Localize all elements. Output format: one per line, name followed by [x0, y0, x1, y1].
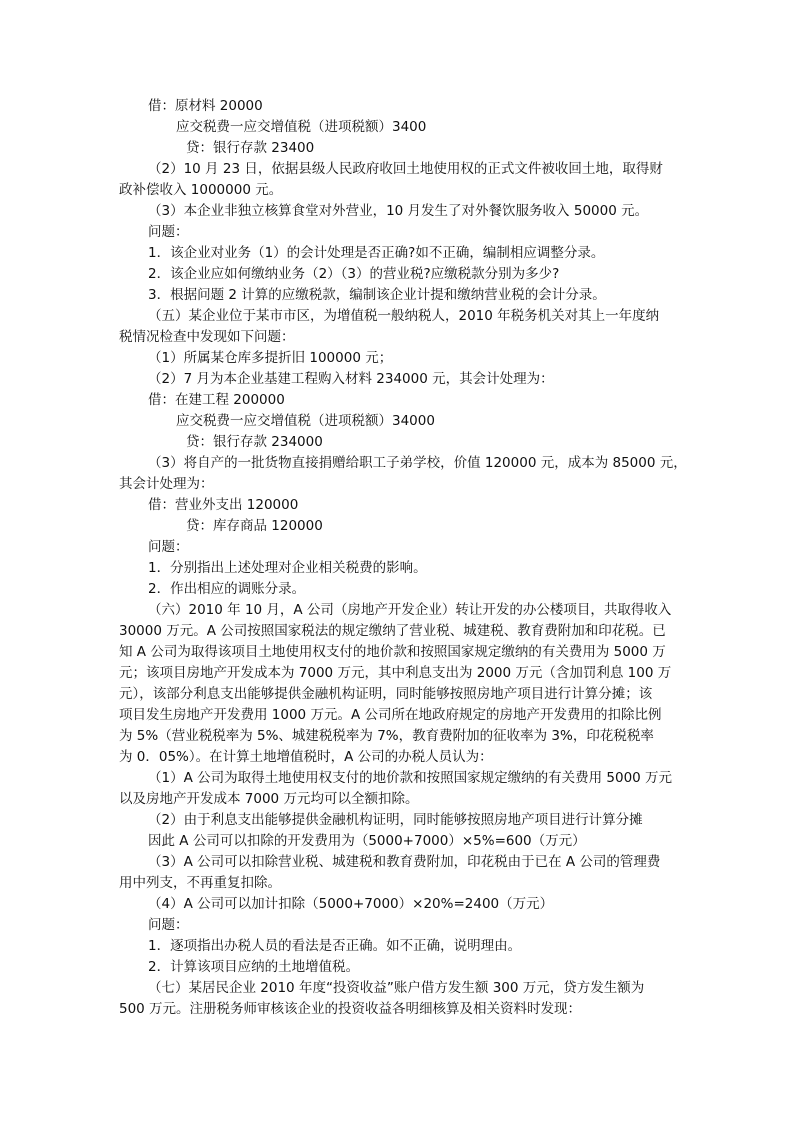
text-line: 用中列支，不再重复扣除。 — [119, 875, 281, 891]
text-line: 应交税费一应交增值税（进项税额）3400 — [176, 119, 427, 135]
text-line: 贷：银行存款 23400 — [186, 140, 315, 156]
text-line: 为 0．05%）。在计算土地增值税时，A 公司的办税人员认为： — [119, 749, 493, 765]
text-line: （2）7 月为本企业基建工程购入材料 234000 元，其会计处理为： — [148, 371, 554, 387]
text-line: 1．该企业对业务（1）的会计处理是否正确?如不正确，编制相应调整分录。 — [148, 245, 605, 261]
text-line: 应交税费一应交增值税（进项税额）34000 — [176, 413, 435, 429]
text-line: 借：原材料 20000 — [148, 98, 263, 114]
text-line: 为 5%（营业税税率为 5%、城建税税率为 7%，教育费附加的征收率为 3%，印花税税率 — [119, 728, 654, 744]
text-line: 2．该企业应如何缴纳业务（2）（3）的营业税?应缴税款分别为多少? — [148, 266, 560, 282]
text-line: 其会计处理为： — [119, 476, 214, 492]
text-line: （六）2010 年 10 月，A 公司（房地产开发企业）转让开发的办公楼项目，共取得收入 — [148, 602, 672, 618]
text-line: 贷：银行存款 234000 — [186, 434, 323, 450]
text-line: 税情况检查中发现如下问题： — [119, 329, 295, 345]
text-line: （2）10 月 23 日，依据县级人民政府收回土地使用权的正式文件被收回土地，取得财 — [148, 161, 663, 177]
text-line: （3）A 公司可以扣除营业税、城建税和教育费附加，印花税由于已在 A 公司的管理费 — [148, 854, 661, 870]
text-line: （五）某企业位于某市市区，为增值税一般纳税人，2010 年税务机关对其上一年度纳 — [148, 308, 660, 324]
text-line: （4）A 公司可以加计扣除（5000+7000）×20%=2400（万元） — [148, 896, 554, 912]
text-line: 借：在建工程 200000 — [148, 392, 285, 408]
text-line: 知 A 公司为取得该项目土地使用权支付的地价款和按照国家规定缴纳的有关费用为 5000 万 — [119, 644, 666, 660]
text-line: 2．计算该项目应纳的土地增值税。 — [148, 959, 360, 975]
text-line: 项目发生房地产开发费用 1000 万元。A 公司所在地政府规定的房地产开发费用的扣除比例 — [119, 707, 662, 723]
text-line: 30000 万元。A 公司按照国家税法的规定缴纳了营业税、城建税、教育费附加和印花税。已 — [119, 623, 666, 639]
text-line: 1．逐项指出办税人员的看法是否正确。如不正确，说明理由。 — [148, 938, 522, 954]
text-line: 问题： — [148, 224, 189, 240]
text-line: （3）本企业非独立核算食堂对外营业，10 月发生了对外餐饮服务收入 50000 元。 — [148, 203, 649, 219]
text-line: 3．根据问题 2 计算的应缴税款，编制该企业计提和缴纳营业税的会计分录。 — [148, 287, 606, 303]
text-line: 政补偿收入 1000000 元。 — [119, 182, 283, 198]
text-line: 问题： — [148, 917, 189, 933]
text-line: （1）所属某仓库多提折旧 100000 元； — [148, 350, 393, 366]
text-line: 因此 A 公司可以扣除的开发费用为（5000+7000）×5%=600（万元） — [148, 833, 586, 849]
text-line: （2）由于利息支出能够提供金融机构证明，同时能够按照房地产项目进行计算分摊 — [148, 812, 643, 828]
text-line: 500 万元。注册税务师审核该企业的投资收益各明细核算及相关资料时发现： — [119, 1001, 582, 1017]
text-line: 元），该部分利息支出能够提供金融机构证明，同时能够按照房地产项目进行计算分摊；该 — [119, 686, 653, 702]
text-line: 借：营业外支出 120000 — [148, 497, 299, 513]
text-line: 贷：库存商品 120000 — [186, 518, 323, 534]
text-line: （1）A 公司为取得土地使用权支付的地价款和按照国家规定缴纳的有关费用 5000 万元 — [148, 770, 673, 786]
text-line: 以及房地产开发成本 7000 万元均可以全额扣除。 — [119, 791, 419, 807]
text-line: 元；该项目房地产开发成本为 7000 万元，其中利息支出为 2000 万元（含加罚利息 100 万 — [119, 665, 672, 681]
text-line: 1．分别指出上述处理对企业相关税费的影响。 — [148, 560, 427, 576]
text-line: 2．作出相应的调账分录。 — [148, 581, 306, 597]
text-line: （3）将自产的一批货物直接捐赠给职工子弟学校，价值 120000 元，成本为 85000 元， — [148, 455, 687, 471]
text-line: 问题： — [148, 539, 189, 555]
text-line: （七）某居民企业 2010 年度“投资收益”账户借方发生额 300 万元，贷方发生额为 — [148, 980, 645, 996]
